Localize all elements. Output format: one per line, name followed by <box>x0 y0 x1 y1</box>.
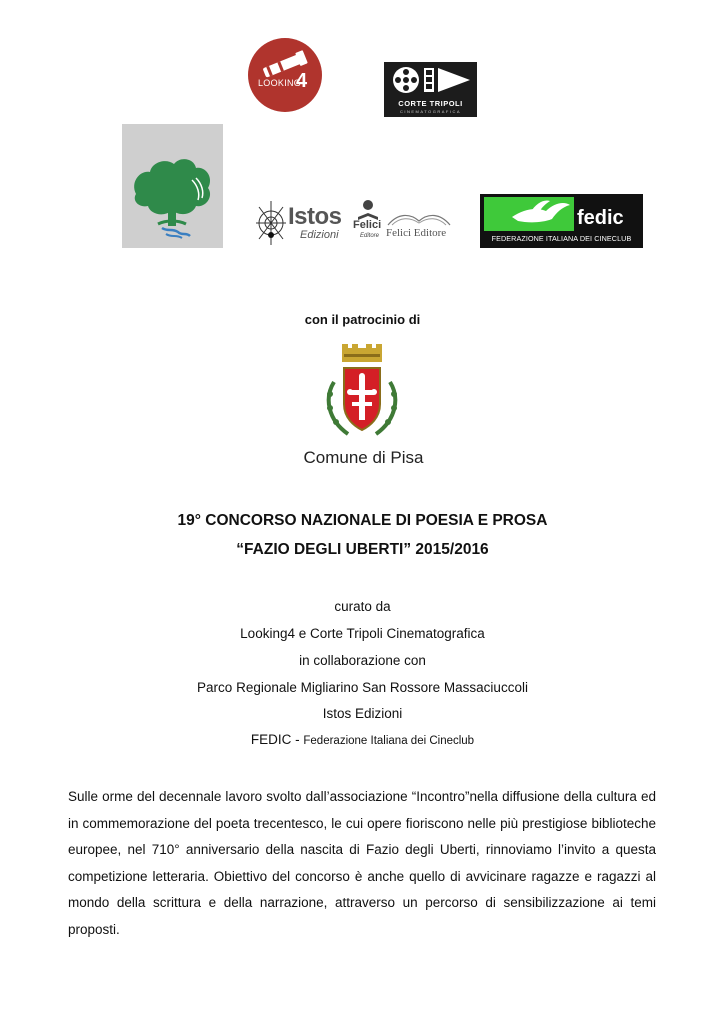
corte-tripoli-subtitle: CINEMATOGRAFICA <box>399 109 462 114</box>
fedic-full-name: Federazione Italiana dei Cineclub <box>303 735 475 747</box>
book-reader-icon <box>355 197 381 221</box>
intro-paragraph: Sulle orme del decennale lavoro svolto dall’associazione “Incontro”nella diffusione della cultura ed in commemorazione del poeta trecentesco, le cui opere fioriscono nelle più prestigiose biblioteche europee, nel 710° anniversario della nascita di Fazio degli Uberti, rinnoviamo l’invito a questa competizione letteraria. Obiettivo del concorso è anche quello di avvicinare ragazze e ragazzi al mondo della scrittura e della narrazione, attraverso un percorso di sensibilizzazione ai temi proposti. <box>68 789 656 937</box>
fedic-line <box>0 732 725 747</box>
parco-logo <box>122 124 223 248</box>
bird-icon <box>484 197 574 231</box>
istos-felici-logos <box>254 197 454 249</box>
open-book-icon <box>386 209 452 227</box>
fedic-separator: - <box>291 732 304 747</box>
fedic-green-panel <box>484 197 574 231</box>
felici-sub: Editore <box>360 233 380 239</box>
collaborazione-label: in collaborazione con <box>299 653 426 668</box>
fedic-name: fedic <box>577 207 624 229</box>
fedic-subtitle: FEDERAZIONE ITALIANA DEI CINECLUB <box>491 234 632 243</box>
coat-of-arms-icon <box>318 342 406 442</box>
contest-subtitle: “FAZIO DEGLI UBERTI” 2015/2016 <box>236 541 489 558</box>
corte-tripoli-title: CORTE TRIPOLI <box>398 99 463 108</box>
istos-edizioni: Edizioni <box>300 229 339 241</box>
felici-editore: Felici Editore <box>386 227 447 239</box>
tree-icon <box>122 124 223 248</box>
curato-da-label: curato da <box>334 599 391 614</box>
telescope-icon <box>248 38 322 112</box>
corte-tripoli-logo <box>384 62 477 117</box>
fedic-logo <box>480 194 643 248</box>
pisa-coat-of-arms <box>318 342 406 442</box>
looking4-text: LOOKING <box>258 78 302 88</box>
comune-di-pisa-label: Comune di Pisa <box>303 448 424 467</box>
contest-title: 19° CONCORSO NAZIONALE DI POESIA E PROSA <box>177 512 548 529</box>
istos-name: Istos <box>288 203 342 230</box>
organizers-line: Looking4 e Corte Tripoli Cinematografica <box>240 626 485 641</box>
istos-line: Istos Edizioni <box>322 706 403 721</box>
felici-name: Felici <box>353 219 382 231</box>
spider-web-icon <box>254 197 288 249</box>
film-reel-icon <box>384 62 477 98</box>
looking4-number: 4 <box>296 70 308 92</box>
parco-line: Parco Regionale Migliarino San Rossore Massaciuccoli <box>197 680 528 695</box>
looking4-logo <box>248 38 322 112</box>
patrocinio-label: con il patrocinio di <box>304 312 421 327</box>
fedic-acronym: FEDIC <box>250 732 292 747</box>
